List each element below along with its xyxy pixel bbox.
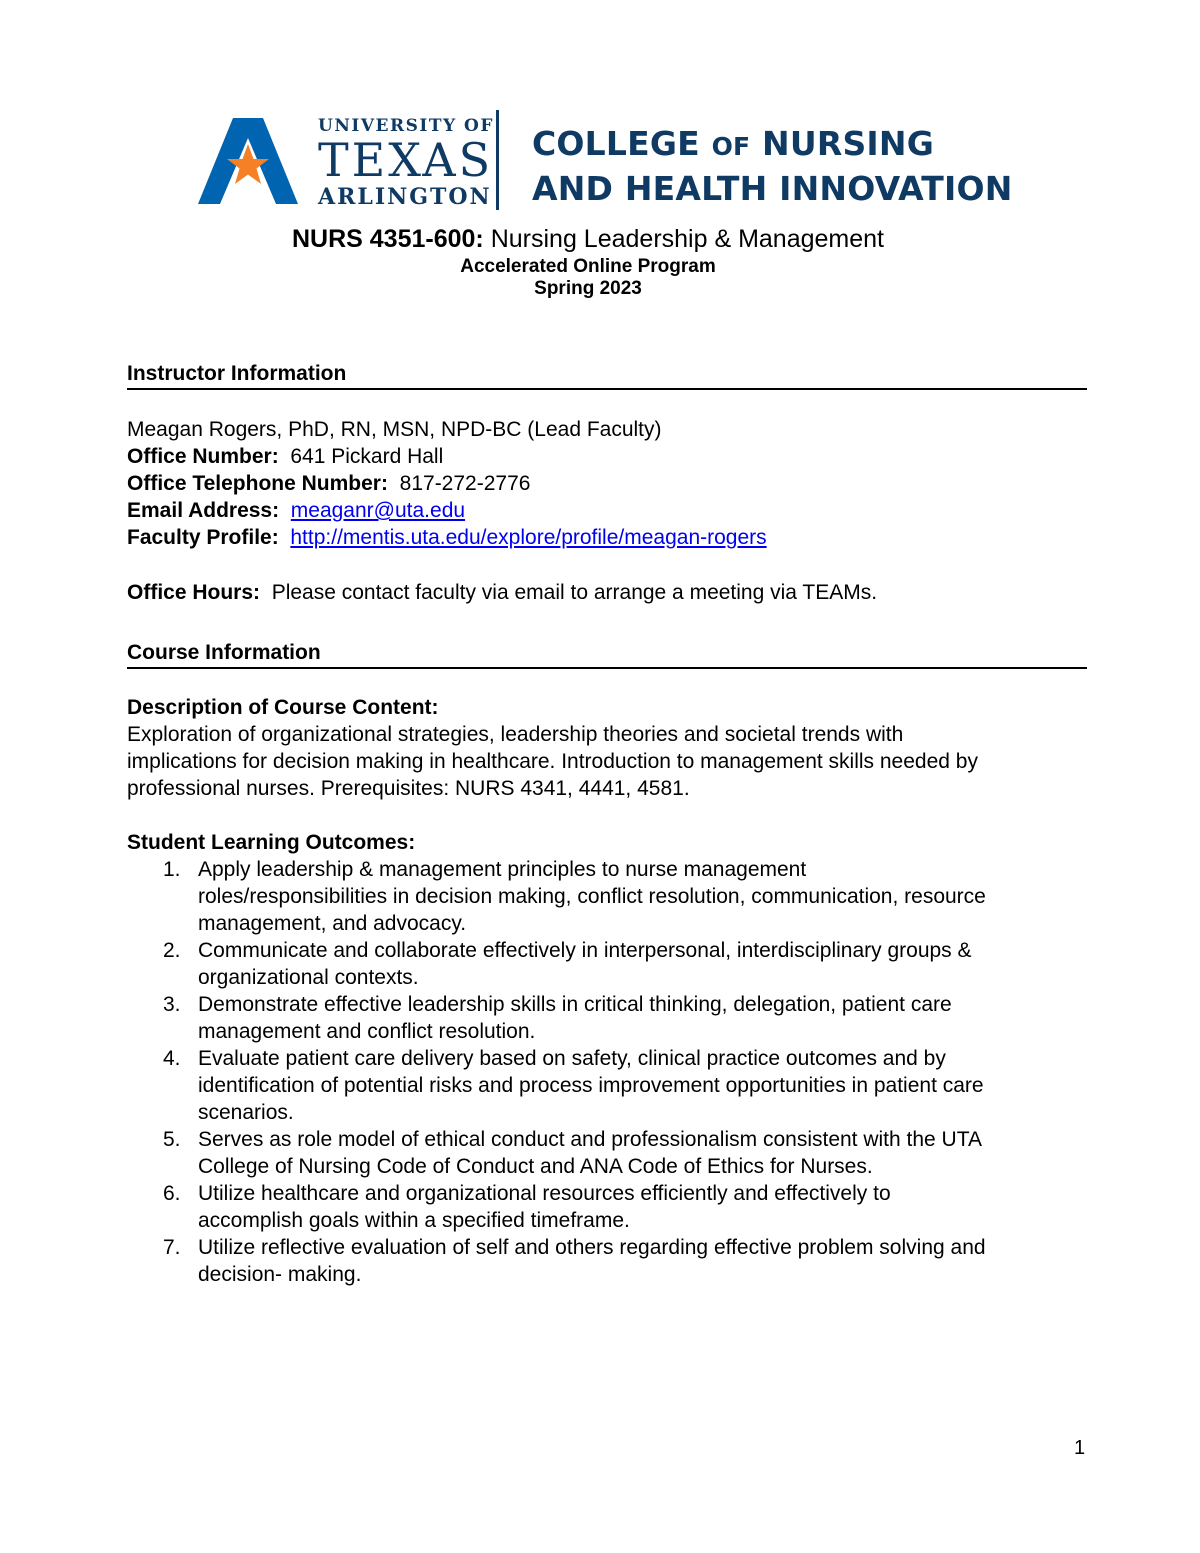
list-item-number: 2. — [163, 939, 181, 962]
email-link[interactable]: meaganr@uta.edu — [290, 499, 466, 522]
instructor-name: Meagan Rogers, PhD, RN, MSN, NPD-BC (Lead Faculty) — [127, 418, 662, 441]
uta-wordmark-university: UNIVERSITY OF — [318, 116, 494, 136]
list-item-number: 4. — [163, 1047, 181, 1070]
list-item-number: 3. — [163, 993, 181, 1016]
office-number-label: Office Number: — [127, 445, 279, 468]
description-line: professional nurses. Prerequisites: NURS 4341, 4441, 4581. — [127, 777, 690, 800]
list-item: 7. Utilize reflective evaluation of self and others regarding effective problem solving and decision- making. — [163, 1236, 986, 1286]
uta-wordmark-arlington: ARLINGTON — [318, 184, 492, 210]
course-code: NURS 4351-600: — [292, 225, 484, 253]
page-number: 1 — [1074, 1437, 1086, 1459]
list-item: 2. Communicate and collaborate effectively in interpersonal, interdisciplinary groups & organizational contexts. — [163, 939, 972, 989]
list-item-number: 1. — [163, 858, 181, 881]
office-phone-value: 817-272-2776 — [399, 472, 531, 495]
list-item-number: 7. — [163, 1236, 181, 1259]
description-label: Description of Course Content: — [127, 696, 439, 719]
instructor-details — [127, 416, 1097, 551]
course-title — [0, 222, 1176, 256]
list-item: 1. Apply leadership & management principles to nurse management roles/responsibilities in decision making, conflict resolution, communication, resource management, and advocacy. — [163, 858, 986, 935]
course-description — [127, 694, 1097, 802]
faculty-profile-label: Faculty Profile: — [127, 526, 279, 549]
title-block — [0, 222, 1176, 300]
description-line: implications for decision making in healthcare. Introduction to management skills needed by — [127, 750, 978, 773]
learning-outcomes — [127, 829, 1097, 1288]
office-phone-row — [127, 470, 1097, 497]
office-number-row — [127, 443, 1097, 470]
office-hours-row — [127, 579, 1097, 606]
course-name: Nursing Leadership & Management — [483, 225, 884, 253]
list-item: 4. Evaluate patient care delivery based on safety, clinical practice outcomes and by identification of potential risks and process improvement opportunities in patient care scenarios. — [163, 1047, 984, 1124]
list-item-number: 5. — [163, 1128, 181, 1151]
list-item: 3. Demonstrate effective leadership skills in critical thinking, delegation, patient care management and conflict resolution. — [163, 993, 952, 1043]
office-phone-label: Office Telephone Number: — [127, 472, 388, 495]
outcomes-label: Student Learning Outcomes: — [127, 831, 416, 854]
uta-wordmark — [318, 116, 494, 210]
uta-a-star-icon — [198, 118, 298, 204]
list-item: 5. Serves as role model of ethical conduct and professionalism consistent with the UTA College of Nursing Code of Conduct and ANA Code of Ethics for Nurses. — [163, 1128, 982, 1178]
term: Spring 2023 — [534, 278, 642, 299]
description-line: Exploration of organizational strategies, leadership theories and societal trends with — [127, 723, 904, 746]
college-wordmark — [532, 123, 1013, 210]
college-logo — [198, 108, 1013, 214]
uta-wordmark-texas: TEXAS — [318, 133, 494, 187]
office-number-value: 641 Pickard Hall — [290, 445, 444, 468]
list-item-number: 6. — [163, 1182, 181, 1205]
faculty-profile-link[interactable]: http://mentis.uta.edu/explore/profile/meagan-rogers — [290, 526, 767, 549]
email-label: Email Address: — [127, 499, 280, 522]
faculty-profile-row — [127, 524, 1097, 551]
office-hours-value: Please contact faculty via email to arrange a meeting via TEAMs. — [271, 581, 878, 604]
logo-divider — [496, 110, 499, 210]
program-name: Accelerated Online Program — [460, 256, 716, 277]
list-item: 6. Utilize healthcare and organizational resources efficiently and effectively to accomplish goals within a specified timeframe. — [163, 1182, 891, 1232]
office-hours-label: Office Hours: — [127, 581, 261, 604]
instructor-section-heading: Instructor Information — [127, 362, 1087, 390]
outcomes-list — [127, 856, 1097, 1288]
college-wordmark-line1: COLLEGE OF NURSING — [532, 124, 934, 163]
college-wordmark-line2: AND HEALTH INNOVATION — [532, 169, 1013, 208]
course-section-heading: Course Information — [127, 641, 1087, 669]
email-row — [127, 497, 1097, 524]
